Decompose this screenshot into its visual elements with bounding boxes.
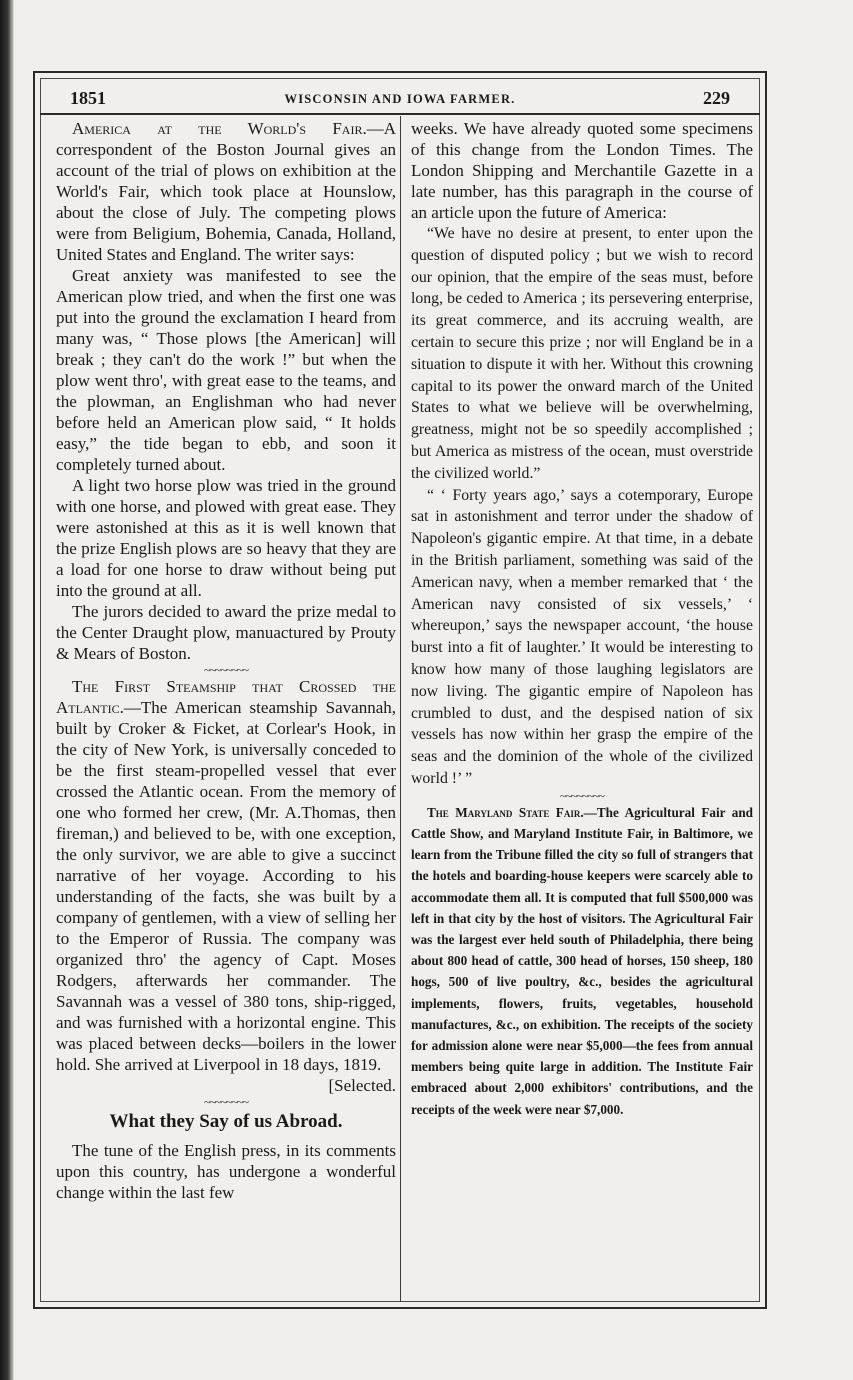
article-abroad-continued: weeks. We have already quoted some specimens of this change from the London Times. The London Shipping and Merchantile Gazette in a late number, has this paragraph in the course of an article upon the future of America: bbox=[411, 119, 753, 222]
header-rule bbox=[40, 113, 760, 115]
quote-shipping-gazette: “We have no desire at present, to enter upon the question of disputed policy ; but we wish to record our opinion, that the empire of the seas must, before long, be ceded to America ; its persevering enterprise, its great commerce, and its accruing wealth, are certain to secure this prize ; nor will England be in a situation to dispute it with her. Without this crowning capital to its power the onward march of the United States to what we believe will be overwhelming, greatness, might not be so speedily accomplished ; but America as mistress of the ocean, must overstride the civilized world.” bbox=[411, 225, 753, 482]
article-heading-abroad: What they Say of us Abroad. bbox=[109, 1111, 343, 1132]
running-header bbox=[40, 88, 760, 112]
ornament-divider: ~~~~~~~~ bbox=[560, 788, 604, 803]
left-column bbox=[56, 118, 396, 1203]
article-maryland-fair: The Maryland State Fair.—The Agricultural Fair and Cattle Show, and Maryland Institute Fair, in Baltimore, we learn from the Tribune filled the city so full of strangers that the hotels and boarding-house keepers were scarcely able to accommodate them all. It is computed that full $500,000 was left in that city by the host of visitors. The Agricultural Fair was the largest ever held south of Philadelphia, there being about 800 head of cattle, 300 head of horses, 150 sheep, 180 hogs, 500 of live poultry, &c., besides the agricultural implements, flowers, fruits, vegetables, household manufactures, &c., on exhibition. The receipts of the society for admission alone were near $5,000—the fees from annual members being quite large in addition. The Institute Fair embraced about 2,000 exhibitors' contributions, and the receipts of the week were near $7,000. bbox=[411, 804, 753, 1117]
article-world-fair-p2: Great anxiety was manifested to see the American plow tried, and when the first one was put into the ground the exclamation I heard from many was, “ Those plows [the American] will break ; they can't do the work !” but when the plow went thro', with great ease to the teams, and the plowman, an Englishman who had never before held an American plow said, “ It holds easy,” the tide began to ebb, and soon it completely turned about. bbox=[56, 266, 396, 474]
article-steamship: The First Steamship that Crossed the Atlantic.—The American steamship Savannah, built by Croker & Ficket, at Corlear's Hook, in the city of New York, is universally conceded to be the first steam-propelled vessel that ever crossed the Atlantic ocean. From the memory of one who formed her crew, (Mr. A.Thomas, then fireman,) and believed to be, with one exception, the only survivor, we are able to give a succinct narrative of her voyage. According to his understanding of the facts, she was built by a company of gentlemen, with a view of selling her to the Emperor of Russia. The company was organized thro' the agency of Capt. Moses Rodgers, afterwards her commander. The Savannah was a vessel of 380 tons, ship-rigged, and was furnished with a horizontal engine. This was placed between decks—boilers in the lower hold. She arrived at Liverpool in 18 days, 1819. [Selected. bbox=[56, 677, 396, 1095]
right-column bbox=[411, 118, 753, 1120]
article-title-world-fair: America at the World's Fair. bbox=[72, 119, 367, 138]
header-page-number: 229 bbox=[703, 88, 730, 108]
article-title-steamship: The First Steamship that Crossed the Atlantic. bbox=[56, 677, 396, 717]
article-title-maryland-fair: The Maryland State Fair. bbox=[427, 804, 584, 820]
page-binding-edge bbox=[0, 0, 14, 1380]
quote-forty-years-ago: “ ‘ Forty years ago,’ says a cotemporary, Europe sat in astonishment and terror under the shadow of Napoleon's gigantic empire. At that time, in a debate in the British parliament, something was said of the American navy, when a member remarked that ‘ the American navy consisted of six vessels,’ ‘ whereupon,’ says the newspaper account, ‘the house burst into a fit of laughter.’ It would be interesting to know how many of those laughing legislators are now living. The gigantic empire of Napoleon has crumbled to dust, and the despised nation of six vessels has now within her grasp the empire of the seas and the dominion of the whole of the civilized world !’ ” bbox=[411, 486, 753, 787]
column-separator bbox=[400, 116, 401, 1302]
header-year: 1851 bbox=[70, 88, 106, 108]
article-world-fair-p4: The jurors decided to award the prize medal to the Center Draught plow, manuactured by Prouty & Mears of Boston. bbox=[56, 602, 396, 663]
ornament-divider: ~~~~~~~~ bbox=[204, 1095, 248, 1109]
article-world-fair-p3: A light two horse plow was tried in the ground with one horse, and plowed with great ease. They were astonished at this as it is well known that the prize English plows are so heavy that they are a load for one horse to draw without being put into the ground at all. bbox=[56, 476, 396, 600]
article-world-fair-intro: America at the World's Fair.—A correspondent of the Boston Journal gives an account of the trial of plows on exhibition at the World's Fair, which took place at Hounslow, about the close of July. The competing plows were from Beligium, Bohemia, Canada, Holland, United States and England. The writer says: bbox=[56, 119, 396, 264]
signoff-selected: [Selected. bbox=[328, 1076, 396, 1095]
ornament-divider: ~~~~~~~~ bbox=[204, 663, 248, 677]
header-title: WISCONSIN AND IOWA FARMER. bbox=[284, 92, 516, 106]
article-abroad-p1: The tune of the English press, in its comments upon this country, has undergone a wonderful change within the last few bbox=[56, 1141, 396, 1202]
